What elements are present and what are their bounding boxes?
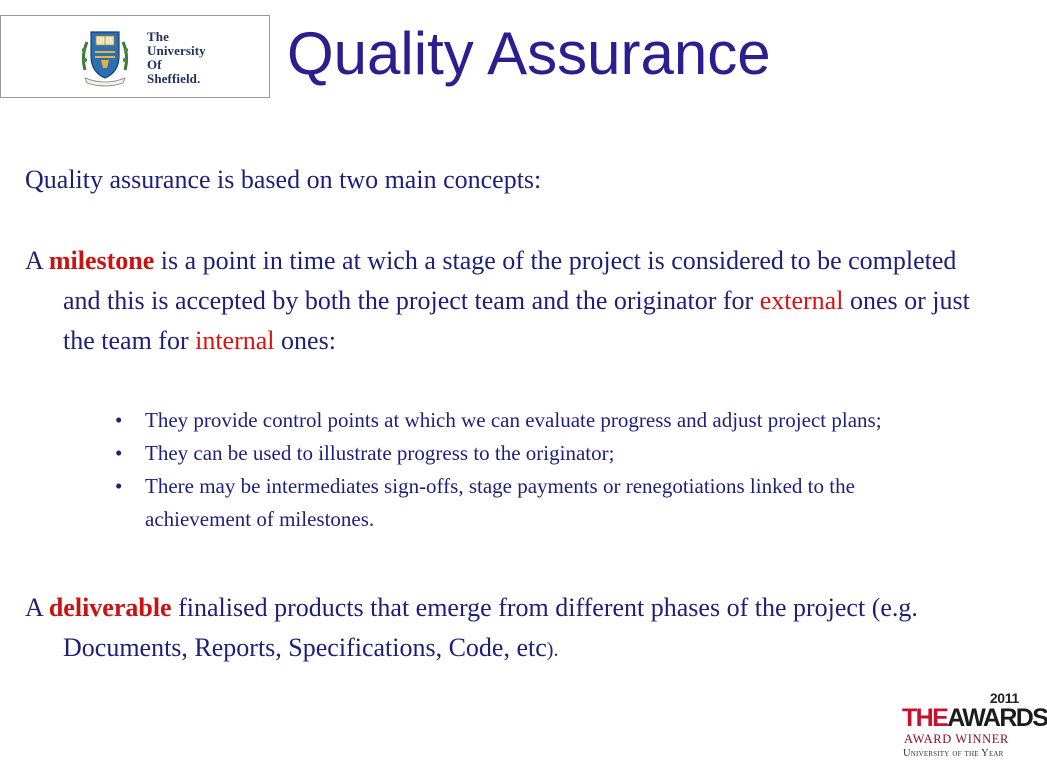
awards-word: AWARDS <box>947 704 1047 732</box>
deliverable-paragraph <box>25 588 998 670</box>
milestone-text-2: ones or just the team for <box>63 286 970 355</box>
milestone-paragraph <box>25 241 998 361</box>
logo-line-1: The <box>147 29 169 44</box>
intro-paragraph: Quality assurance is based on two main concepts: <box>25 165 542 194</box>
bullet-text: There may be intermediates sign-offs, stage payments or renegotiations linked to the achievement of milestones. <box>145 474 855 531</box>
bullet-icon: • <box>115 408 123 432</box>
deliverable-text: finalised products that emerge from different phases of the project (e.g. Documents, Reports, Specifications, Code, etc <box>63 593 918 662</box>
award-winner-label: AWARD WINNER <box>904 732 1009 746</box>
logo-line-3: Of <box>147 57 162 72</box>
logo-line-2: University <box>147 43 206 58</box>
university-logo <box>0 15 270 98</box>
bullet-icon: • <box>115 441 123 465</box>
deliverable-lead: A <box>25 593 49 622</box>
list-item <box>115 437 935 470</box>
internal-keyword: internal <box>195 326 275 355</box>
milestone-keyword: milestone <box>48 246 155 275</box>
bullet-text: They provide control points at which we can evaluate progress and adjust project plans; <box>145 408 882 432</box>
slide-title: Quality Assurance <box>287 20 771 87</box>
logo-line-4: Sheffield. <box>147 71 201 86</box>
list-item <box>115 470 935 536</box>
deliverable-end: ). <box>546 639 559 661</box>
milestone-text-3: ones: <box>274 326 336 355</box>
milestone-text-1: is a point in time at wich a stage of the project is considered to be completed and this is accepted by both the project team and the originator for <box>63 246 957 315</box>
awards-the: THE <box>902 704 948 732</box>
milestone-lead: A <box>25 246 49 275</box>
awards-title <box>902 703 1047 733</box>
university-crest-icon <box>79 26 131 88</box>
bullet-icon: • <box>115 474 123 498</box>
university-of-the-year-label: University of the Year <box>903 748 1004 759</box>
awards-badge <box>898 690 1047 766</box>
awards-year: 2011 <box>989 690 1019 706</box>
bullet-text: They can be used to illustrate progress to the originator; <box>145 441 615 465</box>
external-keyword: external <box>759 286 844 315</box>
list-item <box>115 404 935 437</box>
milestone-bullet-list <box>115 404 935 536</box>
deliverable-keyword: deliverable <box>48 593 172 622</box>
university-name <box>147 30 206 86</box>
